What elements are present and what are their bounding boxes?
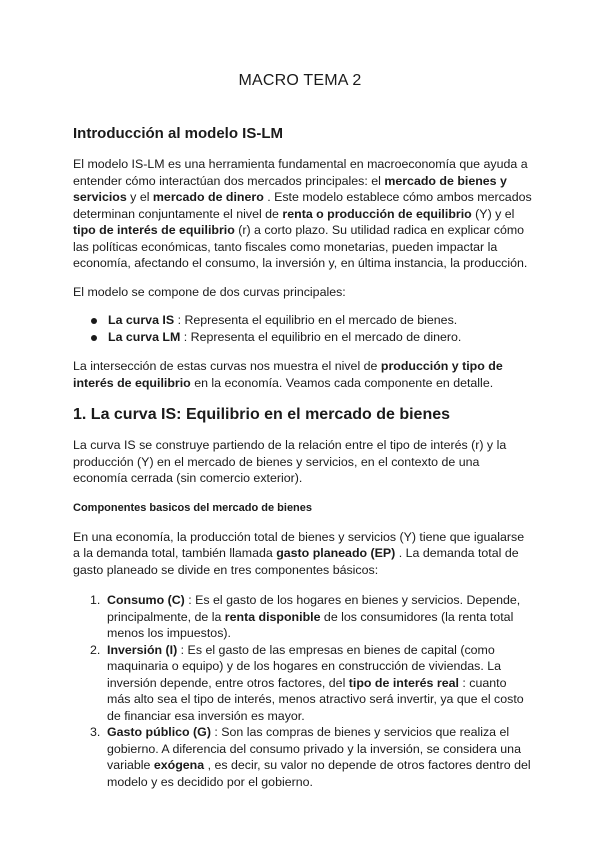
- text-run: : Es el gasto de las empresas en bienes de capital (como maquinaria o equipo) y de los hogares en construcción de viviendas. La inversión depende, entre otros factores, del: [107, 642, 501, 690]
- list-item: [91, 312, 533, 329]
- bold-term: gasto planeado (EP): [276, 546, 396, 560]
- section-heading-is-curve: 1. La curva IS: Equilibrio en el mercado de bienes: [73, 406, 451, 423]
- bold-term: renta disponible: [224, 609, 321, 624]
- list-item: [90, 592, 533, 642]
- bold-term: La curva IS: [108, 313, 175, 327]
- text-run: En una economía, la producción total de bienes y servicios (Y) tiene que igualarse a la demanda total, también llamada: [73, 529, 525, 560]
- text-run: El modelo IS-LM es una herramienta fundamental en macroeconomía que ayuda a entender cómo interactúan dos mercados principales: el: [73, 157, 528, 188]
- text-run: de los consumidores (la renta total menos los impuestos).: [107, 609, 514, 640]
- bold-term: tipo de interés real: [348, 675, 459, 690]
- text-run: y el: [126, 190, 153, 204]
- bold-term: renta o producción de equilibrio: [282, 206, 472, 221]
- bold-term: tipo de interés de equilibrio: [73, 223, 235, 237]
- curves-bullet-list: [73, 312, 533, 346]
- list-item: [91, 329, 533, 346]
- bold-term: mercado de bienes y servicios: [73, 173, 507, 204]
- list-item: [90, 642, 533, 725]
- text-run: en la economía. Veamos cada componente en detalle.: [190, 375, 494, 390]
- text-run: (Y) y el: [471, 206, 515, 221]
- text-run: : Representa el equilibrio en el mercado de dinero.: [180, 330, 462, 344]
- list-number: 3.: [90, 725, 101, 739]
- bullet-icon: [91, 335, 97, 341]
- text-run: (r) a corto plazo. Su utilidad radica en explicar cómo las políticas económicas, tanto fiscales como monetarias, pueden impactar la economía, afectando el consumo, la inversión y, en última instancia, la producción.: [73, 223, 528, 270]
- bold-term: Inversión (I): [107, 642, 178, 657]
- text-run: , es decir, su valor no depende de otros factores dentro del modelo y es decidido por el gobierno.: [107, 758, 531, 789]
- bullet-icon: [91, 318, 97, 324]
- bold-term: Consumo (C): [107, 593, 185, 607]
- text-run: : Representa el equilibrio en el mercado de bienes.: [174, 313, 458, 327]
- bold-term: La curva LM: [108, 330, 181, 344]
- document-body: [73, 124, 533, 790]
- list-item: [90, 724, 533, 790]
- intersection-paragraph: [73, 358, 533, 391]
- demand-paragraph: [73, 529, 533, 579]
- document-title: MACRO TEMA 2: [238, 72, 362, 89]
- text-run: . Este modelo establece cómo ambos mercados determinan conjuntamente el nivel de: [73, 190, 532, 221]
- text-run: : Son las compras de bienes y servicios que realiza el gobierno. A diferencia del consumo privado y la inversión, se considera una variable: [107, 725, 521, 772]
- list-number: 1.: [90, 593, 101, 607]
- subheading-components: Componentes basicos del mercado de bienes: [73, 501, 313, 514]
- bold-term: exógena: [153, 758, 205, 772]
- text-run: : Es el gasto de los hogares en bienes y servicios. Depende, principalmente, de la: [107, 593, 521, 624]
- list-number: 2.: [90, 642, 101, 657]
- intro-paragraph: [73, 156, 533, 272]
- text-run: . La demanda total de gasto planeado se divide en tres componentes básicos:: [73, 546, 519, 577]
- is-curve-paragraph: La curva IS se construye partiendo de la relación entre el tipo de interés (r) y la producción (Y) en el mercado de bienes y servicios, en el contexto de una economía cerrada (sin comercio exterior).: [73, 438, 507, 485]
- components-numbered-list: [73, 592, 533, 790]
- curves-intro-paragraph: El modelo se compone de dos curvas principales:: [73, 284, 346, 299]
- section-heading-intro: Introducción al modelo IS-LM: [73, 125, 283, 142]
- bold-term: producción y tipo de interés de equilibrio: [73, 359, 503, 390]
- bold-term: mercado de dinero: [152, 190, 264, 204]
- text-run: La intersección de estas curvas nos muestra el nivel de: [73, 359, 381, 373]
- bold-term: Gasto público (G): [107, 725, 211, 739]
- text-run: : cuanto más alto sea el tipo de interés, menos atractivo será invertir, ya que el costo de financiar esa inversión es mayor.: [107, 675, 524, 723]
